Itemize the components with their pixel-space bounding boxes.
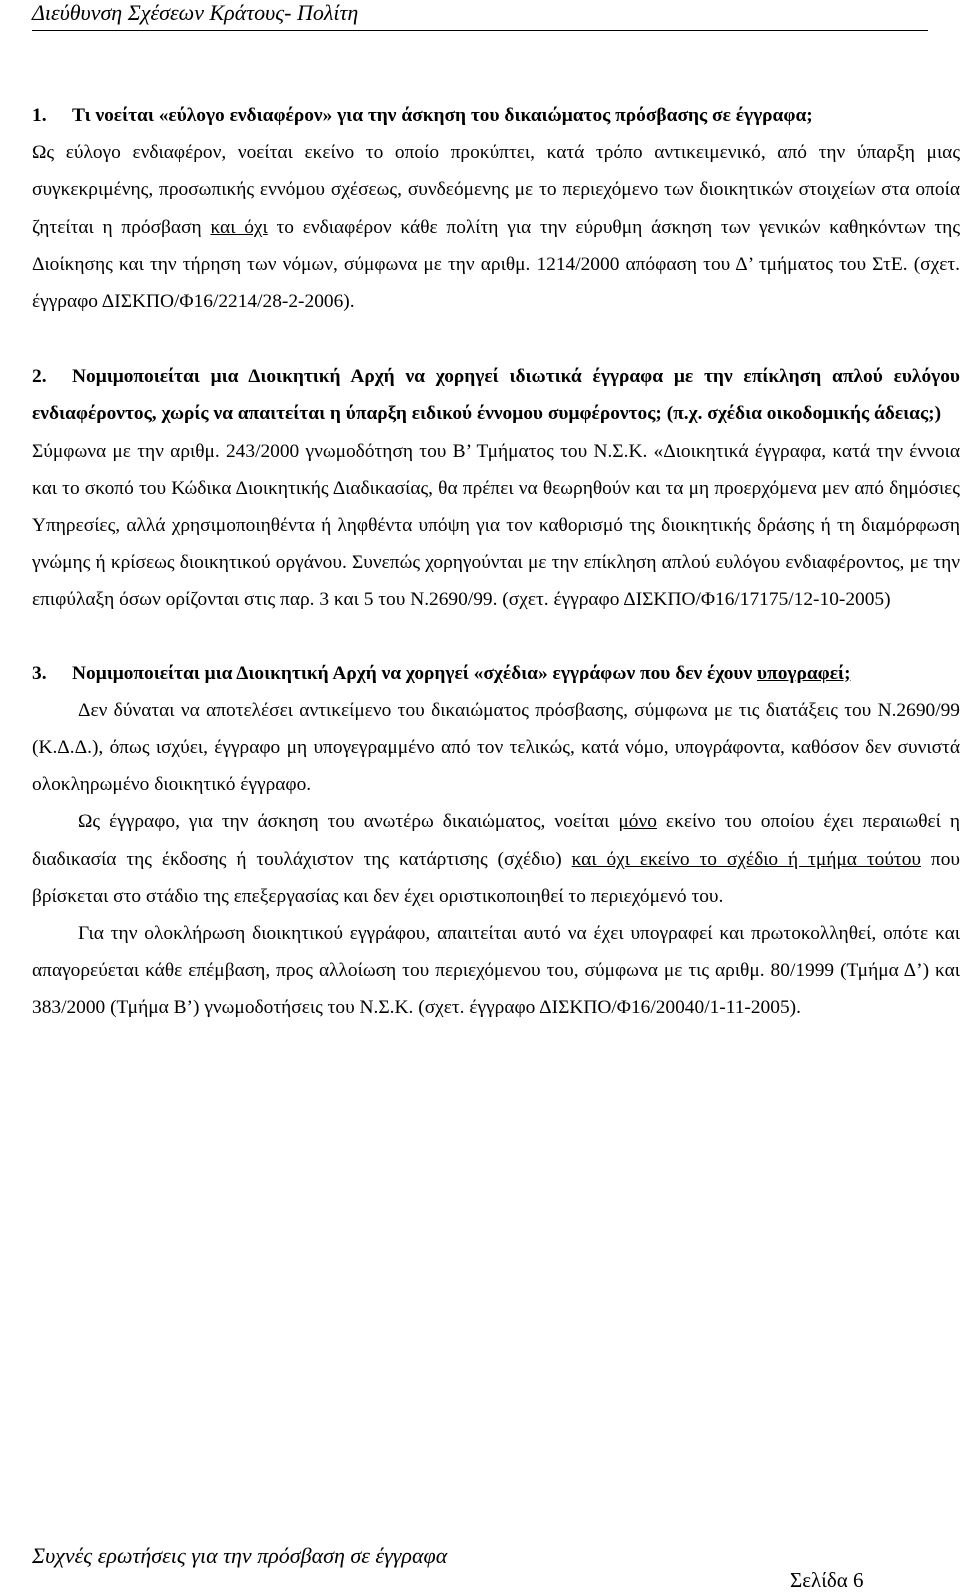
question-1 (32, 97, 960, 134)
faq-content (32, 97, 960, 1027)
answer-underlined: και όχι (210, 216, 268, 238)
answer-1 (32, 134, 960, 320)
question-number: 2. (32, 366, 47, 388)
question-2 (32, 358, 960, 432)
answer-text: το ενδιαφέρον κάθε πολίτη για την εύρυθμη άσκηση των γενικών καθηκόντων της Διοίκησης και την τήρηση των νόμων, σύμφωνα με την αριθμ. 1214/2000 απόφαση του Δ’ τμήματος του ΣτΕ. (σχετ. έγγραφο ΔΙΣΚΠΟ/Φ16/2214/28-2-2006). (32, 216, 960, 313)
question-underlined: υπογραφεί; (757, 662, 851, 684)
answer-3-paragraph-3: Για την ολοκλήρωση διοικητικού εγγράφου, απαιτείται αυτό να έχει υπογραφεί και πρωτοκολληθεί, οπότε και απαγορεύεται κάθε επέμβαση, προς αλλοίωση του περιεχόμενου του, σύμφωνα με τις αριθμ. 80/1999 (Τμήμα Δ’) και 383/2000 (Τμήμα Β’) γνωμοδοτήσεις του Ν.Σ.Κ. (σχετ. έγγραφο ΔΙΣΚΠΟ/Φ16/20040/1-11-2005). (32, 923, 960, 1019)
footer-title: Συχνές ερωτήσεις για την πρόσβαση σε έγγραφα (32, 1543, 448, 1568)
answer-underlined: και όχι εκείνο το σχέδιο ή τμήμα τούτου (571, 848, 922, 870)
header-title: Διεύθυνση Σχέσεων Κράτους- Πολίτη (32, 0, 359, 25)
question-text: Νομιμοποιείται μια Διοικητική Αρχή να χορηγεί ιδιωτικά έγγραφα με την επίκληση απλού ευλόγου ενδιαφέροντος, χωρίς να απαιτείται η ύπαρξη ειδικού έννομου συμφέροντος; (π.χ. σχέδια οικοδομικής άδειας;) (32, 366, 960, 425)
answer-2: Σύμφωνα με την αριθμ. 243/2000 γνωμοδότηση του Β’ Τμήματος του Ν.Σ.Κ. «Διοικητικά έγγραφα, κατά την έννοια και το σκοπό του Κώδικα Διοικητικής Διαδικασίας, θα πρέπει να θεωρηθούν και τα μη προερχόμενα μεν από δημόσιες Υπηρεσίες, αλλά χρησιμοποιηθέντα ή ληφθέντα υπόψη για τον καθορισμό της διοικητικής δράσης ή τη διαμόρφωση γνώμης ή κρίσεως διοικητικού οργάνου. Συνεπώς χορηγούνται με την επίκληση απλού ευλόγου ενδιαφέροντος, με την επιφύλαξη όσων ορίζονται στις παρ. 3 και 5 του Ν.2690/99. (σχετ. έγγραφο ΔΙΣΚΠΟ/Φ16/17175/12-10-2005) (32, 440, 960, 611)
question-3 (32, 655, 960, 692)
answer-3-paragraph-1: Δεν δύναται να αποτελέσει αντικείμενο του δικαιώματος πρόσβασης, σύμφωνα με τις διατάξεις του Ν.2690/99 (Κ.Δ.Δ.), όπως ισχύει, έγγραφο μη υπογεγραμμένο από τον τελικώς, κατά νόμο, υπογράφοντα, καθόσον δεν συνιστά ολοκληρωμένο διοικητικό έγγραφο. (32, 699, 960, 796)
question-number: 3. (32, 662, 47, 684)
answer-text: Ως εύλογο ενδιαφέρον, νοείται εκείνο το οποίο προκύπτει, κατά τρόπο αντικειμενικό, από την ύπαρξη μιας συγκεκριμένης, προσωπικής εννόμου σχέσεως, συνδεόμενης με το περιεχόμενο των διοικητικών στοιχείων στα οποία ζητείται η πρόσβαση (32, 142, 960, 238)
answer-text: Ως έγγραφο, για την άσκηση του ανωτέρω δικαιώματος, νοείται (78, 811, 619, 833)
answer-text: που βρίσκεται στο στάδιο της επεξεργασίας και δεν έχει οριστικοποιηθεί το περιεχόμενό του. (32, 848, 960, 907)
answer-text: εκείνο του οποίου έχει περαιωθεί η διαδικασία της έκδοσης ή τουλάχιστον της κατάρτισης (σχέδιο) (32, 811, 960, 870)
page-header (32, 0, 928, 31)
page-number: Σελίδα 6 (790, 1568, 864, 1592)
question-text: Τι νοείται «εύλογο ενδιαφέρον» για την άσκηση του δικαιώματος πρόσβασης σε έγγραφα; (72, 105, 813, 126)
answer-underlined: μόνο (618, 811, 657, 833)
question-text: Νομιμοποιείται μια Διοικητική Αρχή να χορηγεί «σχέδια» εγγράφων που δεν έχουν (72, 662, 758, 684)
question-number: 1. (32, 105, 47, 126)
answer-3-paragraph-2 (32, 803, 960, 915)
